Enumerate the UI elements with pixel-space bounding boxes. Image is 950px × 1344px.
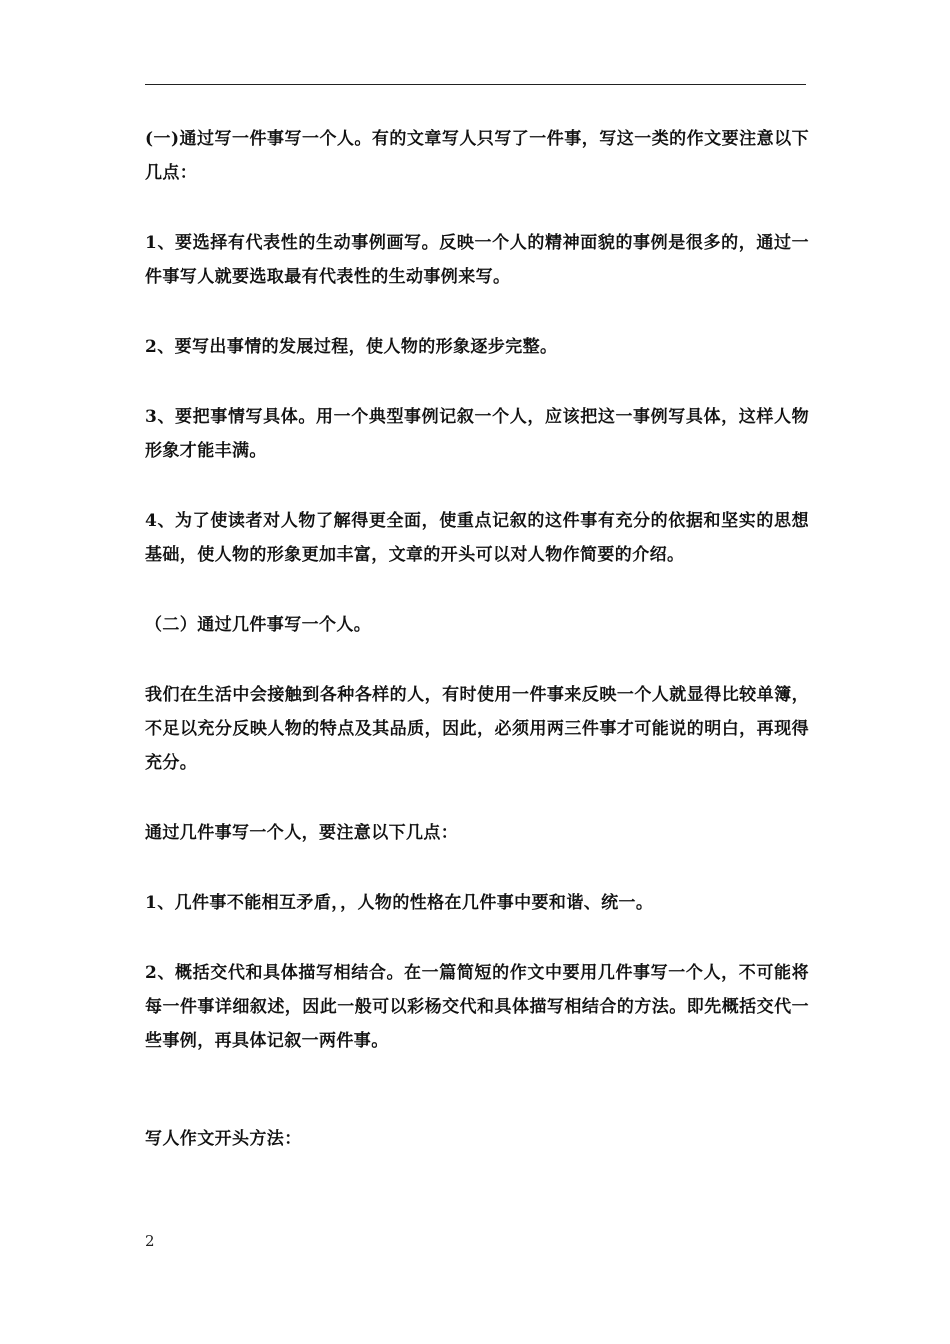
page-number: 2 <box>145 1232 155 1250</box>
paragraph-point-3: 3、要把事情写具体。用一个典型事例记叙一个人，应该把这一事例写具体，这样人物形象才能丰满。 <box>145 407 809 461</box>
paragraph-point-4: 4、为了使读者对人物了解得更全面，使重点记叙的这件事有充分的依据和坚实的思想基础，使人物的形象更加丰富，文章的开头可以对人物作简要的介绍。 <box>145 511 809 565</box>
paragraph-section-two-intro: 我们在生活中会接触到各种各样的人，有时使用一件事来反映一个人就显得比较单簿，不足以充分反映人物的特点及其品质，因此，必须用两三件事才可能说的明白，再现得充分。 <box>145 685 809 773</box>
paragraph-point-1: 1、要选择有代表性的生动事例画写。反映一个人的精神面貌的事例是很多的，通过一件事写人就要选取最有代表性的生动事例来写。 <box>145 233 809 287</box>
header-rule <box>145 84 806 85</box>
paragraph-section-two-lead: 通过几件事写一个人，要注意以下几点： <box>145 823 459 843</box>
document-body <box>145 122 809 1192</box>
paragraph-point-2: 2、要写出事情的发展过程，使人物的形象逐步完整。 <box>145 337 558 357</box>
paragraph-section-two-point-2: 2、概括交代和具体描写相结合。在一篇简短的作文中要用几件事写一个人，不可能将每一件事详细叙述，因此一般可以彩杨交代和具体描写相结合的方法。即先概括交代一些事例，再具体记叙一两件事。 <box>145 963 809 1051</box>
paragraph-section-one-heading: (一)通过写一件事写一个人。有的文章写人只写了一件事，写这一类的作文要注意以下几点： <box>145 129 809 183</box>
paragraph-section-two-heading: （二）通过几件事写一个人。 <box>145 615 372 635</box>
paragraph-section-two-point-1: 1、几件事不能相互矛盾，，人物的性格在几件事中要和谐、统一。 <box>145 893 654 913</box>
paragraph-opening-methods: 写人作文开头方法： <box>145 1129 302 1149</box>
